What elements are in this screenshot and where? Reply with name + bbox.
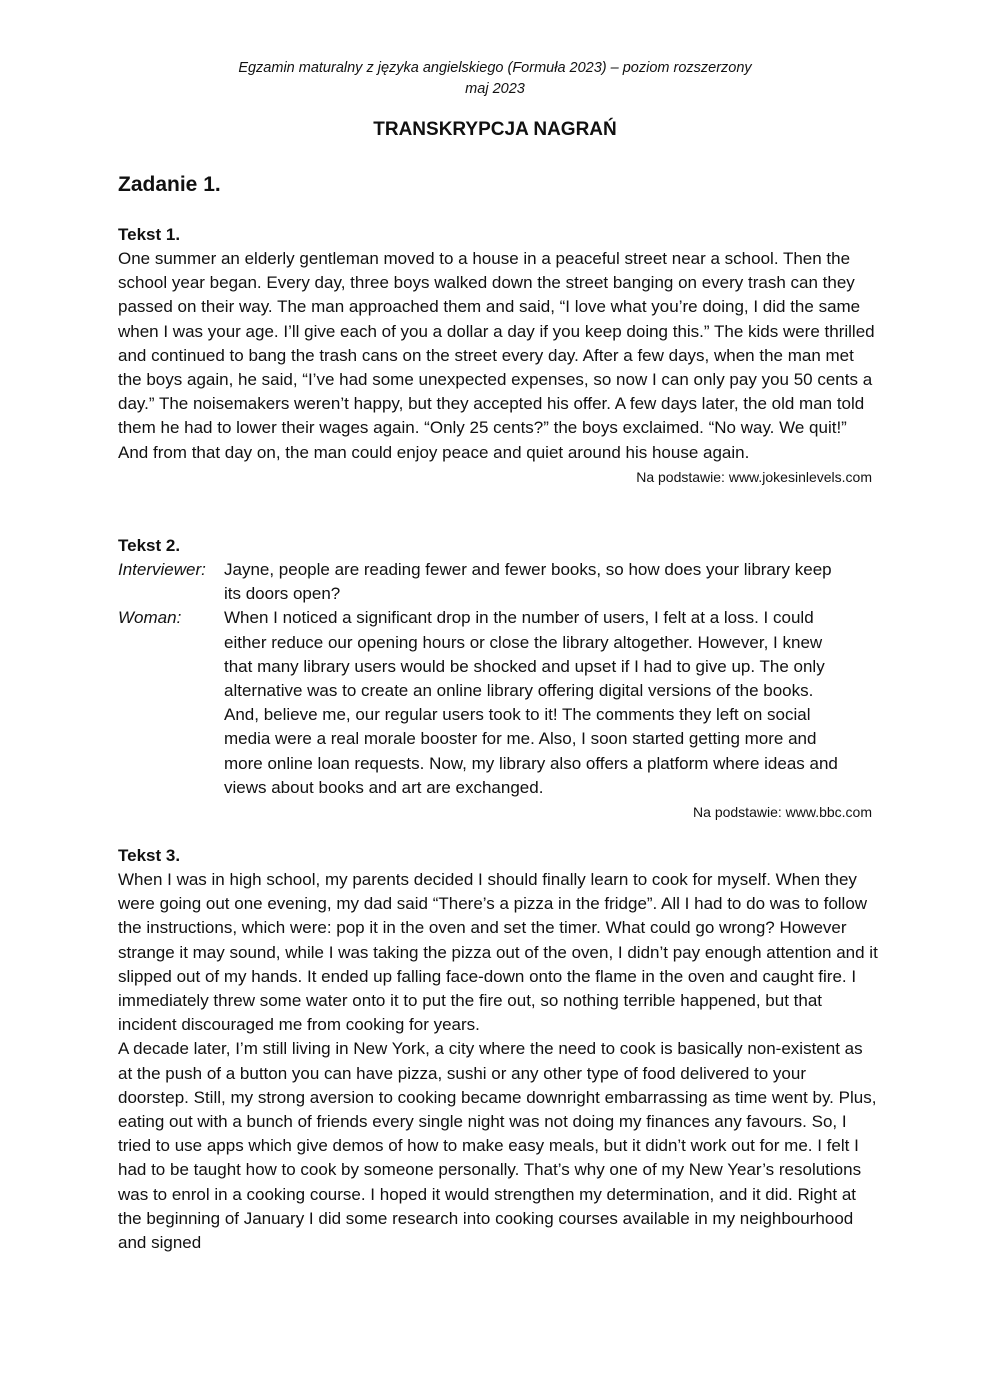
woman-line (118, 606, 878, 800)
exam-name: Egzamin maturalny z języka angielskiego (Formuła 2023) – poziom rozszerzony (238, 60, 752, 76)
exam-date: maj 2023 (465, 81, 525, 97)
interviewer-line (118, 558, 878, 606)
interviewer-label: Interviewer: (118, 560, 206, 579)
interviewer-text: Jayne, people are reading fewer and fewer books, so how does your library keep its doors open? (224, 560, 832, 604)
woman-text: When I noticed a significant drop in the number of users, I felt at a loss. I could either reduce our opening hours or close the library altogether. However, I knew that many library users would be shocked and upset if I had to give up. The only alternative was to create an online library offering digital versions of the books. And, believe me, our regular users took to it! The comments they left on social media were a real morale booster for me. Also, I soon started getting more and more online loan requests. Now, my library also offers a platform where ideas and views about books and art are exchanged. (224, 608, 838, 797)
text-2-section (118, 534, 878, 822)
text-1-source: Na podstawie: www.jokesinlevels.com (636, 468, 872, 485)
text-1-body: One summer an elderly gentleman moved to a house in a peaceful street near a school. Then the school year began. Every day, three boys walked down the street banging on every trash can they passed on their way. The man approached them and said, “I love what you’re doing, I did the same when I was your age. I’ll give each of you a dollar a day if you keep doing this.” The kids were thrilled and continued to bang the trash cans on the street every day. After a few days, when the man met the boys again, he said, “I’ve had some unexpected expenses, so now I can only pay you 50 cents a day.” The noisemakers weren’t happy, but they accepted his offer. A few days later, the old man told them he had to lower their wages again. “Only 25 cents?” the boys exclaimed. “No way. We quit!” And from that day on, the man could enjoy peace and quiet around his house again. (118, 249, 875, 462)
text-2-heading: Tekst 2. (118, 536, 181, 555)
task-title: Zadanie 1. (118, 173, 221, 196)
text-2-source: Na podstawie: www.bbc.com (693, 804, 872, 821)
text-3-paragraph-2: A decade later, I’m still living in New York, a city where the need to cook is basically non-existent as at the push of a button you can have pizza, sushi or any other type of food delivered to your doorstep. Still, my strong aversion to cooking became downright embarrassing as time went by. Plus, eating out with a bunch of friends every single night was not doing my finances any favours. So, I tried to use apps which give demos of how to make easy meals, but it didn’t work out for me. I felt I had to be taught how to cook by someone personally. That’s why one of my New Year’s resolutions was to enrol in a cooking course. I hoped it would strengthen my determination, and it did. Right at the beginning of January I did some research into cooking courses available in my neighbourhood and signed (118, 1039, 877, 1253)
text-3-heading: Tekst 3. (118, 846, 181, 865)
document-title: TRANSKRYPCJA NAGRAŃ (373, 119, 617, 140)
text-1-section (118, 223, 878, 487)
text-1-heading: Tekst 1. (118, 225, 181, 244)
woman-label: Woman: (118, 608, 182, 628)
page-header (0, 58, 990, 100)
text-3-section (118, 844, 878, 1255)
text-3-paragraph-1: When I was in high school, my parents decided I should finally learn to cook for myself. When they were going out one evening, my dad said “There’s a pizza in the fridge”. All I had to do was to follow the instructions, which were: pop it in the oven and set the timer. What could go wrong? However strange it may sound, while I was taking the pizza out of the oven, I didn’t pay enough attention and it slipped out of my hands. It ended up falling face-down onto the flame in the oven and caught fire. I immediately threw some water onto it to put the fire out, so nothing terrible happened, but that incident discouraged me from cooking for years. (118, 870, 878, 1035)
